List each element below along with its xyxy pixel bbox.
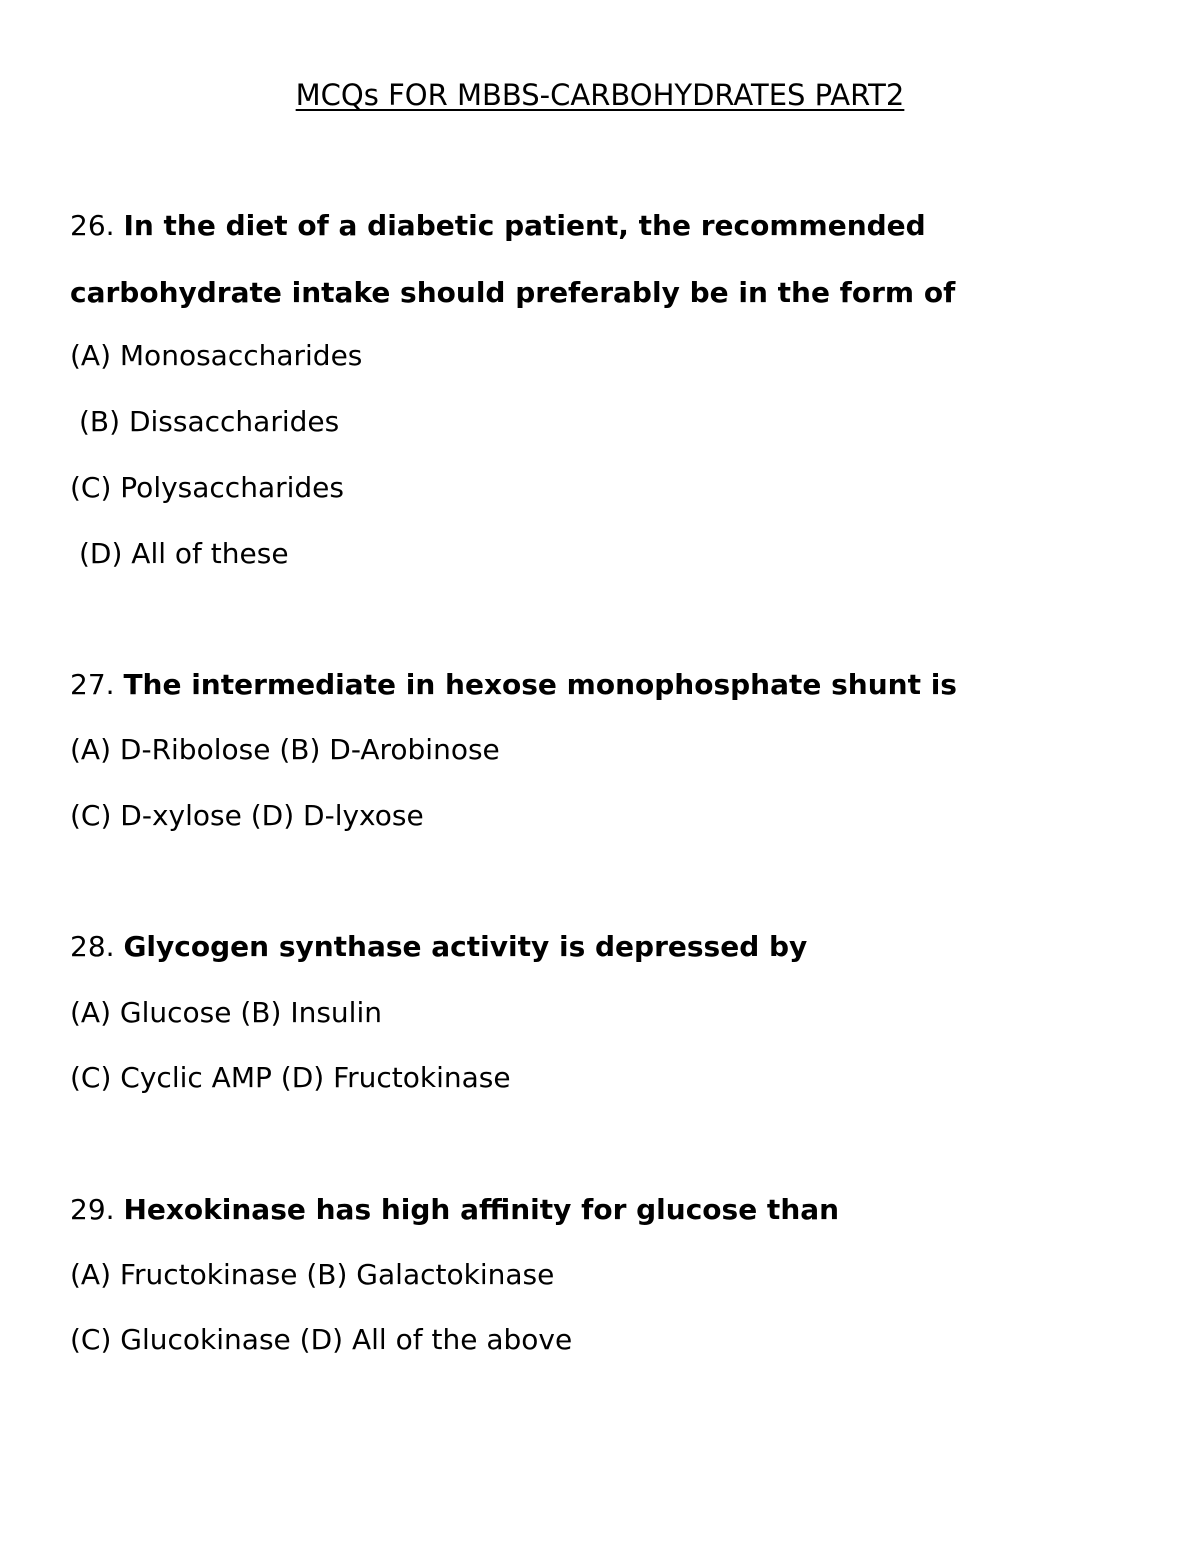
- page-title: MCQs FOR MBBS-CARBOHYDRATES PART2: [295, 78, 905, 112]
- question-26-option-d: (D) All of these: [79, 537, 289, 570]
- question-number: 29.: [70, 1193, 115, 1226]
- question-26-option-b: (B) Dissaccharides: [79, 405, 340, 438]
- question-text: In the diet of a diabetic patient, the recommended: [123, 209, 926, 242]
- question-28-line-1: [70, 928, 807, 966]
- question-26-line-1: [70, 207, 926, 245]
- question-29-line-1: [70, 1191, 839, 1229]
- question-28-options-1: (A) Glucose (B) Insulin: [70, 996, 382, 1029]
- question-28-options-2: (C) Cyclic AMP (D) Fructokinase: [70, 1061, 511, 1094]
- question-27-options-1: (A) D-Ribolose (B) D-Arobinose: [70, 733, 500, 766]
- question-29-options-1: (A) Fructokinase (B) Galactokinase: [70, 1258, 555, 1291]
- question-27-line-1: [70, 666, 957, 704]
- question-text: Glycogen synthase activity is depressed by: [123, 930, 808, 963]
- question-27-options-2: (C) D-xylose (D) D-lyxose: [70, 799, 424, 832]
- question-number: 27.: [70, 668, 115, 701]
- question-29-options-2: (C) Glucokinase (D) All of the above: [70, 1323, 573, 1356]
- question-text: Hexokinase has high affinity for glucose than: [123, 1193, 840, 1226]
- question-number: 26.: [70, 209, 115, 242]
- question-26-option-a: (A) Monosaccharides: [70, 339, 363, 372]
- question-26-option-c: (C) Polysaccharides: [70, 471, 344, 504]
- question-number: 28.: [70, 930, 115, 963]
- question-text: The intermediate in hexose monophosphate shunt is: [123, 668, 957, 701]
- question-26-line-2: carbohydrate intake should preferably be in the form of: [70, 276, 956, 309]
